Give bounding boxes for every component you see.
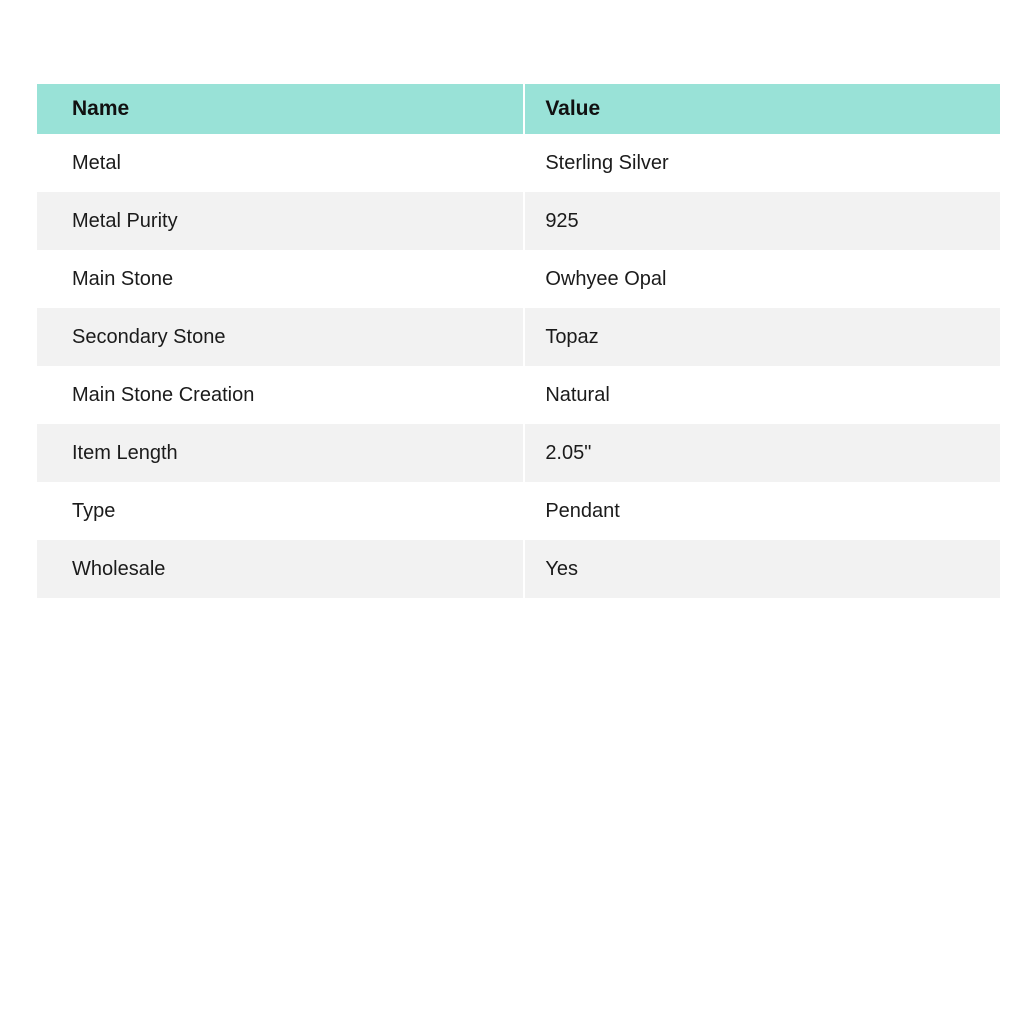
spec-value-cell: Sterling Silver [523,134,1000,192]
table-row [37,366,1000,424]
spec-value-cell: 925 [523,192,1000,250]
table-row [37,134,1000,192]
table-row [37,482,1000,540]
name-column-header: Name [37,84,523,134]
value-column-header: Value [523,84,1000,134]
spec-value-cell: 2.05" [523,424,1000,482]
table-row [37,192,1000,250]
spec-table-body [37,134,1000,598]
spec-value-cell: Natural [523,366,1000,424]
spec-name-cell: Secondary Stone [37,308,523,366]
spec-name-cell: Item Length [37,424,523,482]
spec-name-cell: Metal Purity [37,192,523,250]
spec-value-cell: Owhyee Opal [523,250,1000,308]
spec-name-cell: Main Stone Creation [37,366,523,424]
spec-name-cell: Wholesale [37,540,523,598]
spec-table-header [37,84,1000,134]
spec-name-cell: Metal [37,134,523,192]
spec-name-cell: Type [37,482,523,540]
spec-value-cell: Topaz [523,308,1000,366]
spec-value-cell: Pendant [523,482,1000,540]
spec-name-cell: Main Stone [37,250,523,308]
table-row [37,250,1000,308]
header-row [37,84,1000,134]
table-row [37,540,1000,598]
table-row [37,424,1000,482]
product-specs-table [37,84,1000,598]
spec-value-cell: Yes [523,540,1000,598]
product-specs-table-container [37,84,1000,598]
table-row [37,308,1000,366]
